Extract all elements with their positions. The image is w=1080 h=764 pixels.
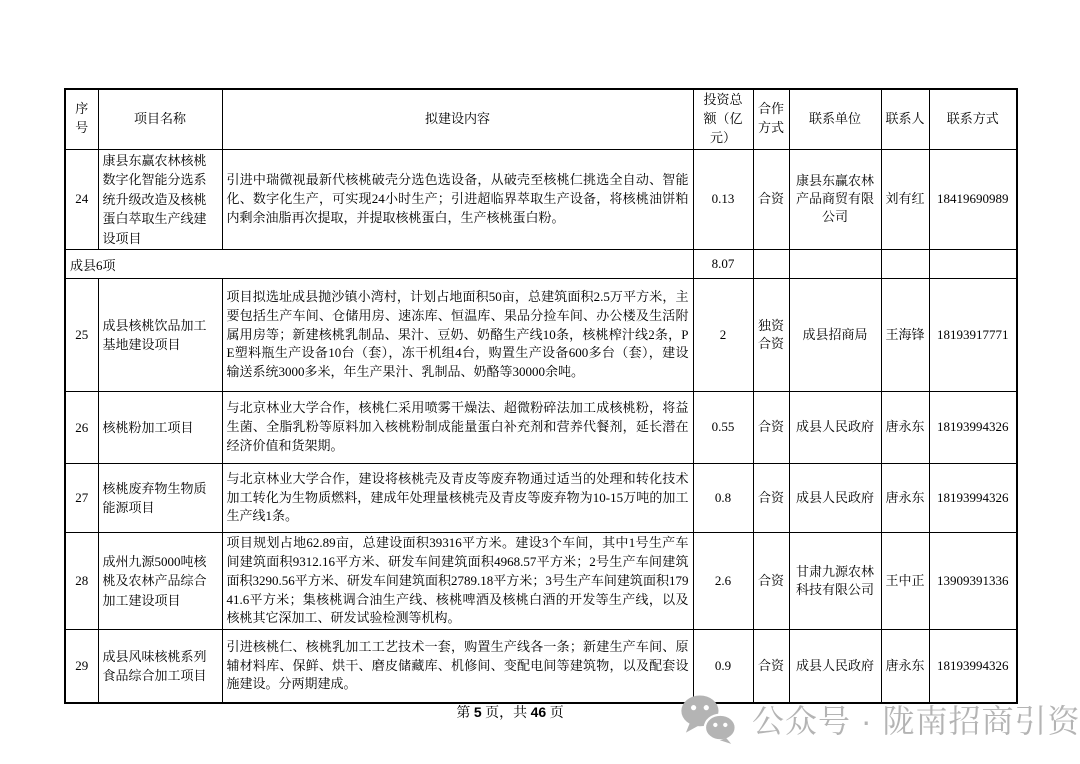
watermark-label: 公众号 · 陇南招商引资	[752, 703, 1080, 739]
cell-project-name: 核桃粉加工项目	[98, 392, 222, 464]
cell-investment: 0.55	[693, 392, 753, 464]
cell-cooperation: 合资	[753, 149, 789, 250]
col-header-construction-content: 拟建设内容	[222, 89, 693, 149]
cell-project-name: 成县核桃饮品加工基地建设项目	[98, 279, 222, 392]
watermark	[680, 692, 1080, 746]
wechat-logo-icon	[680, 693, 738, 745]
col-header-contact: 联系人	[881, 89, 929, 149]
cell-contact: 刘有红	[881, 149, 929, 250]
cell-unit: 成县招商局	[789, 279, 881, 392]
cell-contact: 唐永东	[881, 630, 929, 703]
cell-empty	[789, 250, 881, 279]
cell-investment: 0.8	[693, 464, 753, 533]
col-header-cooperation: 合作方式	[753, 89, 789, 149]
cell-phone: 18419690989	[929, 149, 1017, 250]
cell-project-name: 成县风味核桃系列食品综合加工项目	[98, 630, 222, 703]
cell-no: 26	[65, 392, 98, 464]
cell-cooperation: 合资	[753, 392, 789, 464]
cell-construction-content: 引进核桃仁、核桃乳加工工艺技术一套，购置生产线各一条；新建生产车间、原辅材料库、保鲜、烘干、磨皮储藏库、机修间、变配电间等建筑物，以及配套设施建设。分两期建成。	[222, 630, 693, 703]
cell-construction-content: 引进中瑞微视最新代核桃破壳分选色选设备，从破壳至核桃仁挑选全自动、智能化、数字化生产，可实现24小时生产；引进超临界萃取生产设备，将核桃油饼粕内剩余油脂再次提取，并提取核桃蛋白，生产核桃蛋白粉。	[222, 149, 693, 250]
cell-unit: 成县人民政府	[789, 392, 881, 464]
table-row	[65, 392, 1017, 464]
cell-unit: 成县人民政府	[789, 464, 881, 533]
cell-empty	[753, 250, 789, 279]
cell-no: 29	[65, 630, 98, 703]
cell-phone: 18193994326	[929, 464, 1017, 533]
table-subtotal-row	[65, 250, 1017, 279]
cell-phone: 13909391336	[929, 533, 1017, 630]
cell-project-name: 核桃废弃物生物质能源项目	[98, 464, 222, 533]
cell-investment: 0.9	[693, 630, 753, 703]
page-number-current: 5	[473, 704, 482, 720]
cell-no: 27	[65, 464, 98, 533]
cell-project-name: 成州九源5000吨核桃及农林产品综合加工建设项目	[98, 533, 222, 630]
cell-no: 24	[65, 149, 98, 250]
cell-investment: 2	[693, 279, 753, 392]
page-number-middle: 页，共	[481, 706, 531, 721]
col-header-project-name: 项目名称	[98, 89, 222, 149]
col-header-unit: 联系单位	[789, 89, 881, 149]
cell-unit: 甘肃九源农林科技有限公司	[789, 533, 881, 630]
cell-construction-content: 项目拟选址成县抛沙镇小湾村，计划占地面积50亩，总建筑面积2.5万平方米，主要包括生产车间、仓储用房、速冻库、恒温库、果品分捡车间、办公楼及生活附属用房等；新建核桃乳制品、果汁、豆奶、奶酪生产线10条，核桃榨汁线2条，PE塑料瓶生产设备10台（套），冻干机组4台，购置生产设备600多台（套），建设输送系统3000多米，年生产果汁、乳制品、奶酪等30000余吨。	[222, 279, 693, 392]
cell-contact: 唐永东	[881, 464, 929, 533]
page-number-prefix: 第	[456, 706, 474, 721]
page-number	[420, 702, 600, 722]
table-row	[65, 464, 1017, 533]
cell-phone: 18193994326	[929, 630, 1017, 703]
cell-construction-content: 与北京林业大学合作，建设将核桃壳及青皮等废弃物通过适当的处理和转化技术加工转化为生物质燃料，建成年处理量核桃壳及青皮等废弃物为10-15万吨的加工生产线1条。	[222, 464, 693, 533]
col-header-phone: 联系方式	[929, 89, 1017, 149]
page-number-suffix: 页	[546, 706, 564, 721]
cell-no: 28	[65, 533, 98, 630]
cell-cooperation: 独资合资	[753, 279, 789, 392]
cell-cooperation: 合资	[753, 533, 789, 630]
cell-unit: 成县人民政府	[789, 630, 881, 703]
cell-construction-content: 与北京林业大学合作，核桃仁采用喷雾干燥法、超微粉碎法加工成核桃粉，将益生菌、全脂乳粉等原料加入核桃粉制成能量蛋白补充剂和营养代餐剂，延长潜在经济价值和货架期。	[222, 392, 693, 464]
table-header-row	[65, 89, 1017, 149]
cell-cooperation: 合资	[753, 630, 789, 703]
cell-contact: 王中正	[881, 533, 929, 630]
cell-investment: 2.6	[693, 533, 753, 630]
cell-subtotal-investment: 8.07	[693, 250, 753, 279]
table-row	[65, 279, 1017, 392]
page-number-total: 46	[530, 704, 547, 720]
cell-unit: 康县东赢农林产品商贸有限公司	[789, 149, 881, 250]
table-row	[65, 149, 1017, 250]
cell-empty	[881, 250, 929, 279]
cell-phone: 18193917771	[929, 279, 1017, 392]
cell-construction-content: 项目规划占地62.89亩，总建设面积39316平方米。建设3个车间，其中1号生产车间建筑面积9312.16平方米、研发车间建筑面积4968.57平方米；2号生产车间建筑面积3290.56平方米、研发车间建筑面积2789.18平方米；3号生产车间建筑面积17941.6平方米；集核桃调合油生产线、核桃啤酒及核桃白酒的开发等生产线，以及核桃其它深加工、研发试验检测等机构。	[222, 533, 693, 630]
col-header-investment: 投资总额（亿元）	[693, 89, 753, 149]
table-row	[65, 533, 1017, 630]
cell-project-name: 康县东赢农林核桃数字化智能分选系统升级改造及核桃蛋白萃取生产线建设项目	[98, 149, 222, 250]
investment-projects-table	[64, 88, 1018, 704]
cell-phone: 18193994326	[929, 392, 1017, 464]
cell-no: 25	[65, 279, 98, 392]
cell-investment: 0.13	[693, 149, 753, 250]
cell-cooperation: 合资	[753, 464, 789, 533]
cell-empty	[929, 250, 1017, 279]
cell-contact: 王海锋	[881, 279, 929, 392]
col-header-no: 序号	[65, 89, 98, 149]
cell-subtotal-label: 成县6项	[65, 250, 693, 279]
cell-contact: 唐永东	[881, 392, 929, 464]
